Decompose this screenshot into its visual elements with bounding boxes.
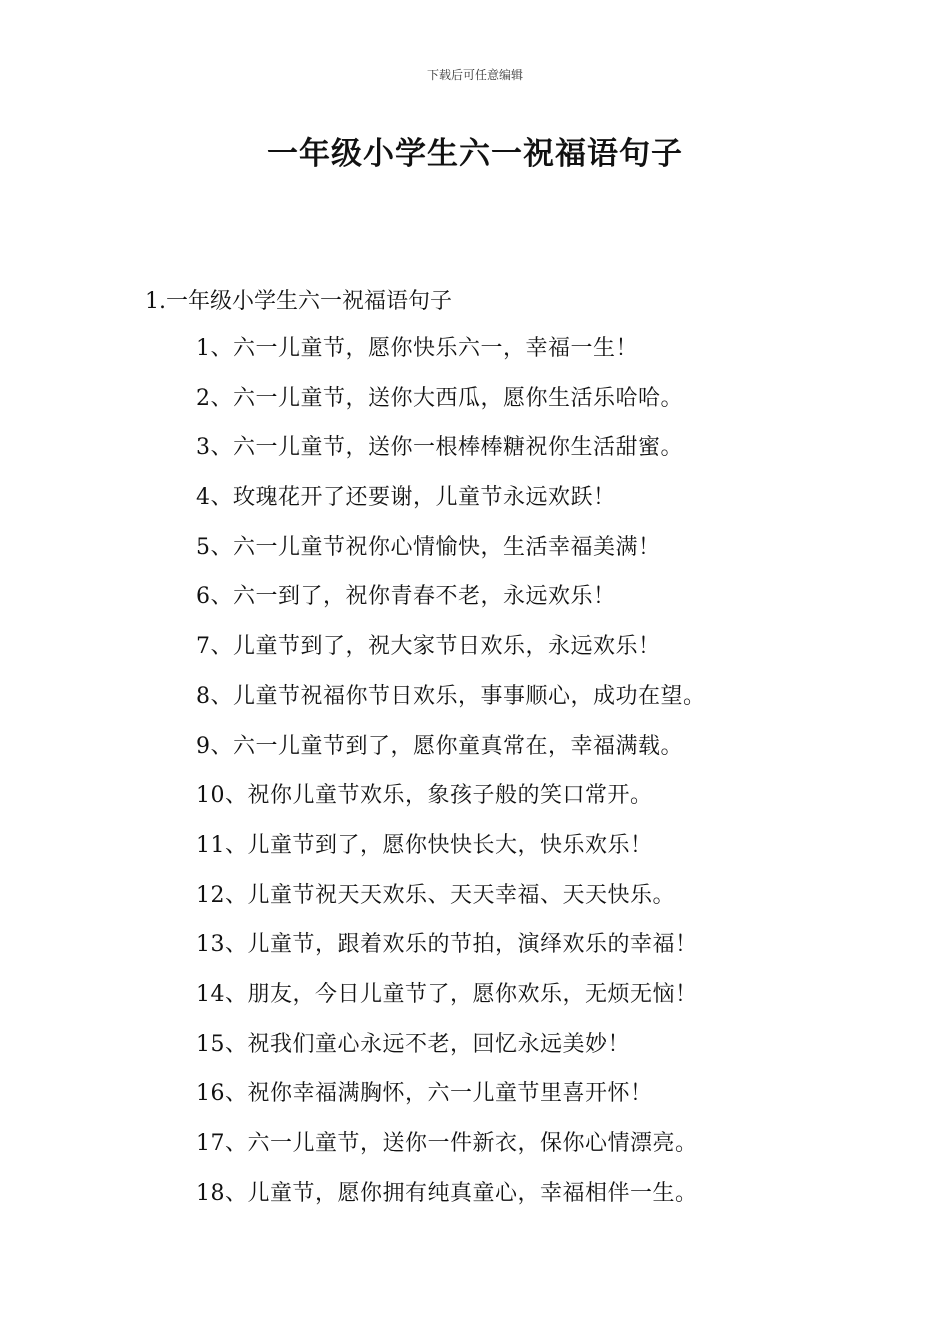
list-item: 16、祝你幸福满胸怀，六一儿童节里喜开怀！	[196, 1081, 653, 1107]
list-item: 13、儿童节，跟着欢乐的节拍，演绎欢乐的幸福！	[196, 932, 698, 958]
list-item: 15、祝我们童心永远不老，回忆永远美妙！	[196, 1031, 630, 1057]
list-item: 4、玫瑰花开了还要谢，儿童节永远欢跃！	[196, 485, 616, 511]
list-item: 3、六一儿童节，送你一根棒棒糖祝你生活甜蜜。	[196, 435, 683, 461]
list-item: 6、六一到了，祝你青春不老，永远欢乐！	[196, 584, 616, 610]
list-item: 17、六一儿童节，送你一件新衣，保你心情漂亮。	[196, 1131, 698, 1156]
list-item: 18、儿童节，愿你拥有纯真童心，幸福相伴一生。	[196, 1180, 698, 1206]
list-item: 7、儿童节到了，祝大家节日欢乐，永远欢乐！	[196, 634, 661, 660]
list-item: 2、六一儿童节，送你大西瓜，愿你生活乐哈哈。	[196, 385, 683, 411]
list-item: 9、六一儿童节到了，愿你童真常在，幸福满载。	[196, 733, 683, 759]
list-item: 11、儿童节到了，愿你快快长大，快乐欢乐！	[196, 832, 653, 858]
section-heading: 1.一年级小学生六一祝福语句子	[145, 289, 452, 314]
list-item: 5、六一儿童节祝你心情愉快，生活幸福美满！	[196, 534, 661, 560]
list-item: 10、祝你儿童节欢乐，象孩子般的笑口常开。	[196, 783, 653, 809]
wish-list	[196, 333, 896, 1227]
list-item: 14、朋友，今日儿童节了，愿你欢乐，无烦无恼！	[196, 981, 698, 1007]
header-note: 下载后可任意编辑	[426, 68, 523, 82]
list-item: 1、六一儿童节，愿你快乐六一，幸福一生！	[196, 336, 638, 361]
list-item: 8、儿童节祝福你节日欢乐，事事顺心，成功在望。	[196, 683, 706, 709]
list-item: 12、儿童节祝天天欢乐、天天幸福、天天快乐。	[196, 882, 675, 908]
page-title: 一年级小学生六一祝福语句子	[267, 136, 683, 172]
